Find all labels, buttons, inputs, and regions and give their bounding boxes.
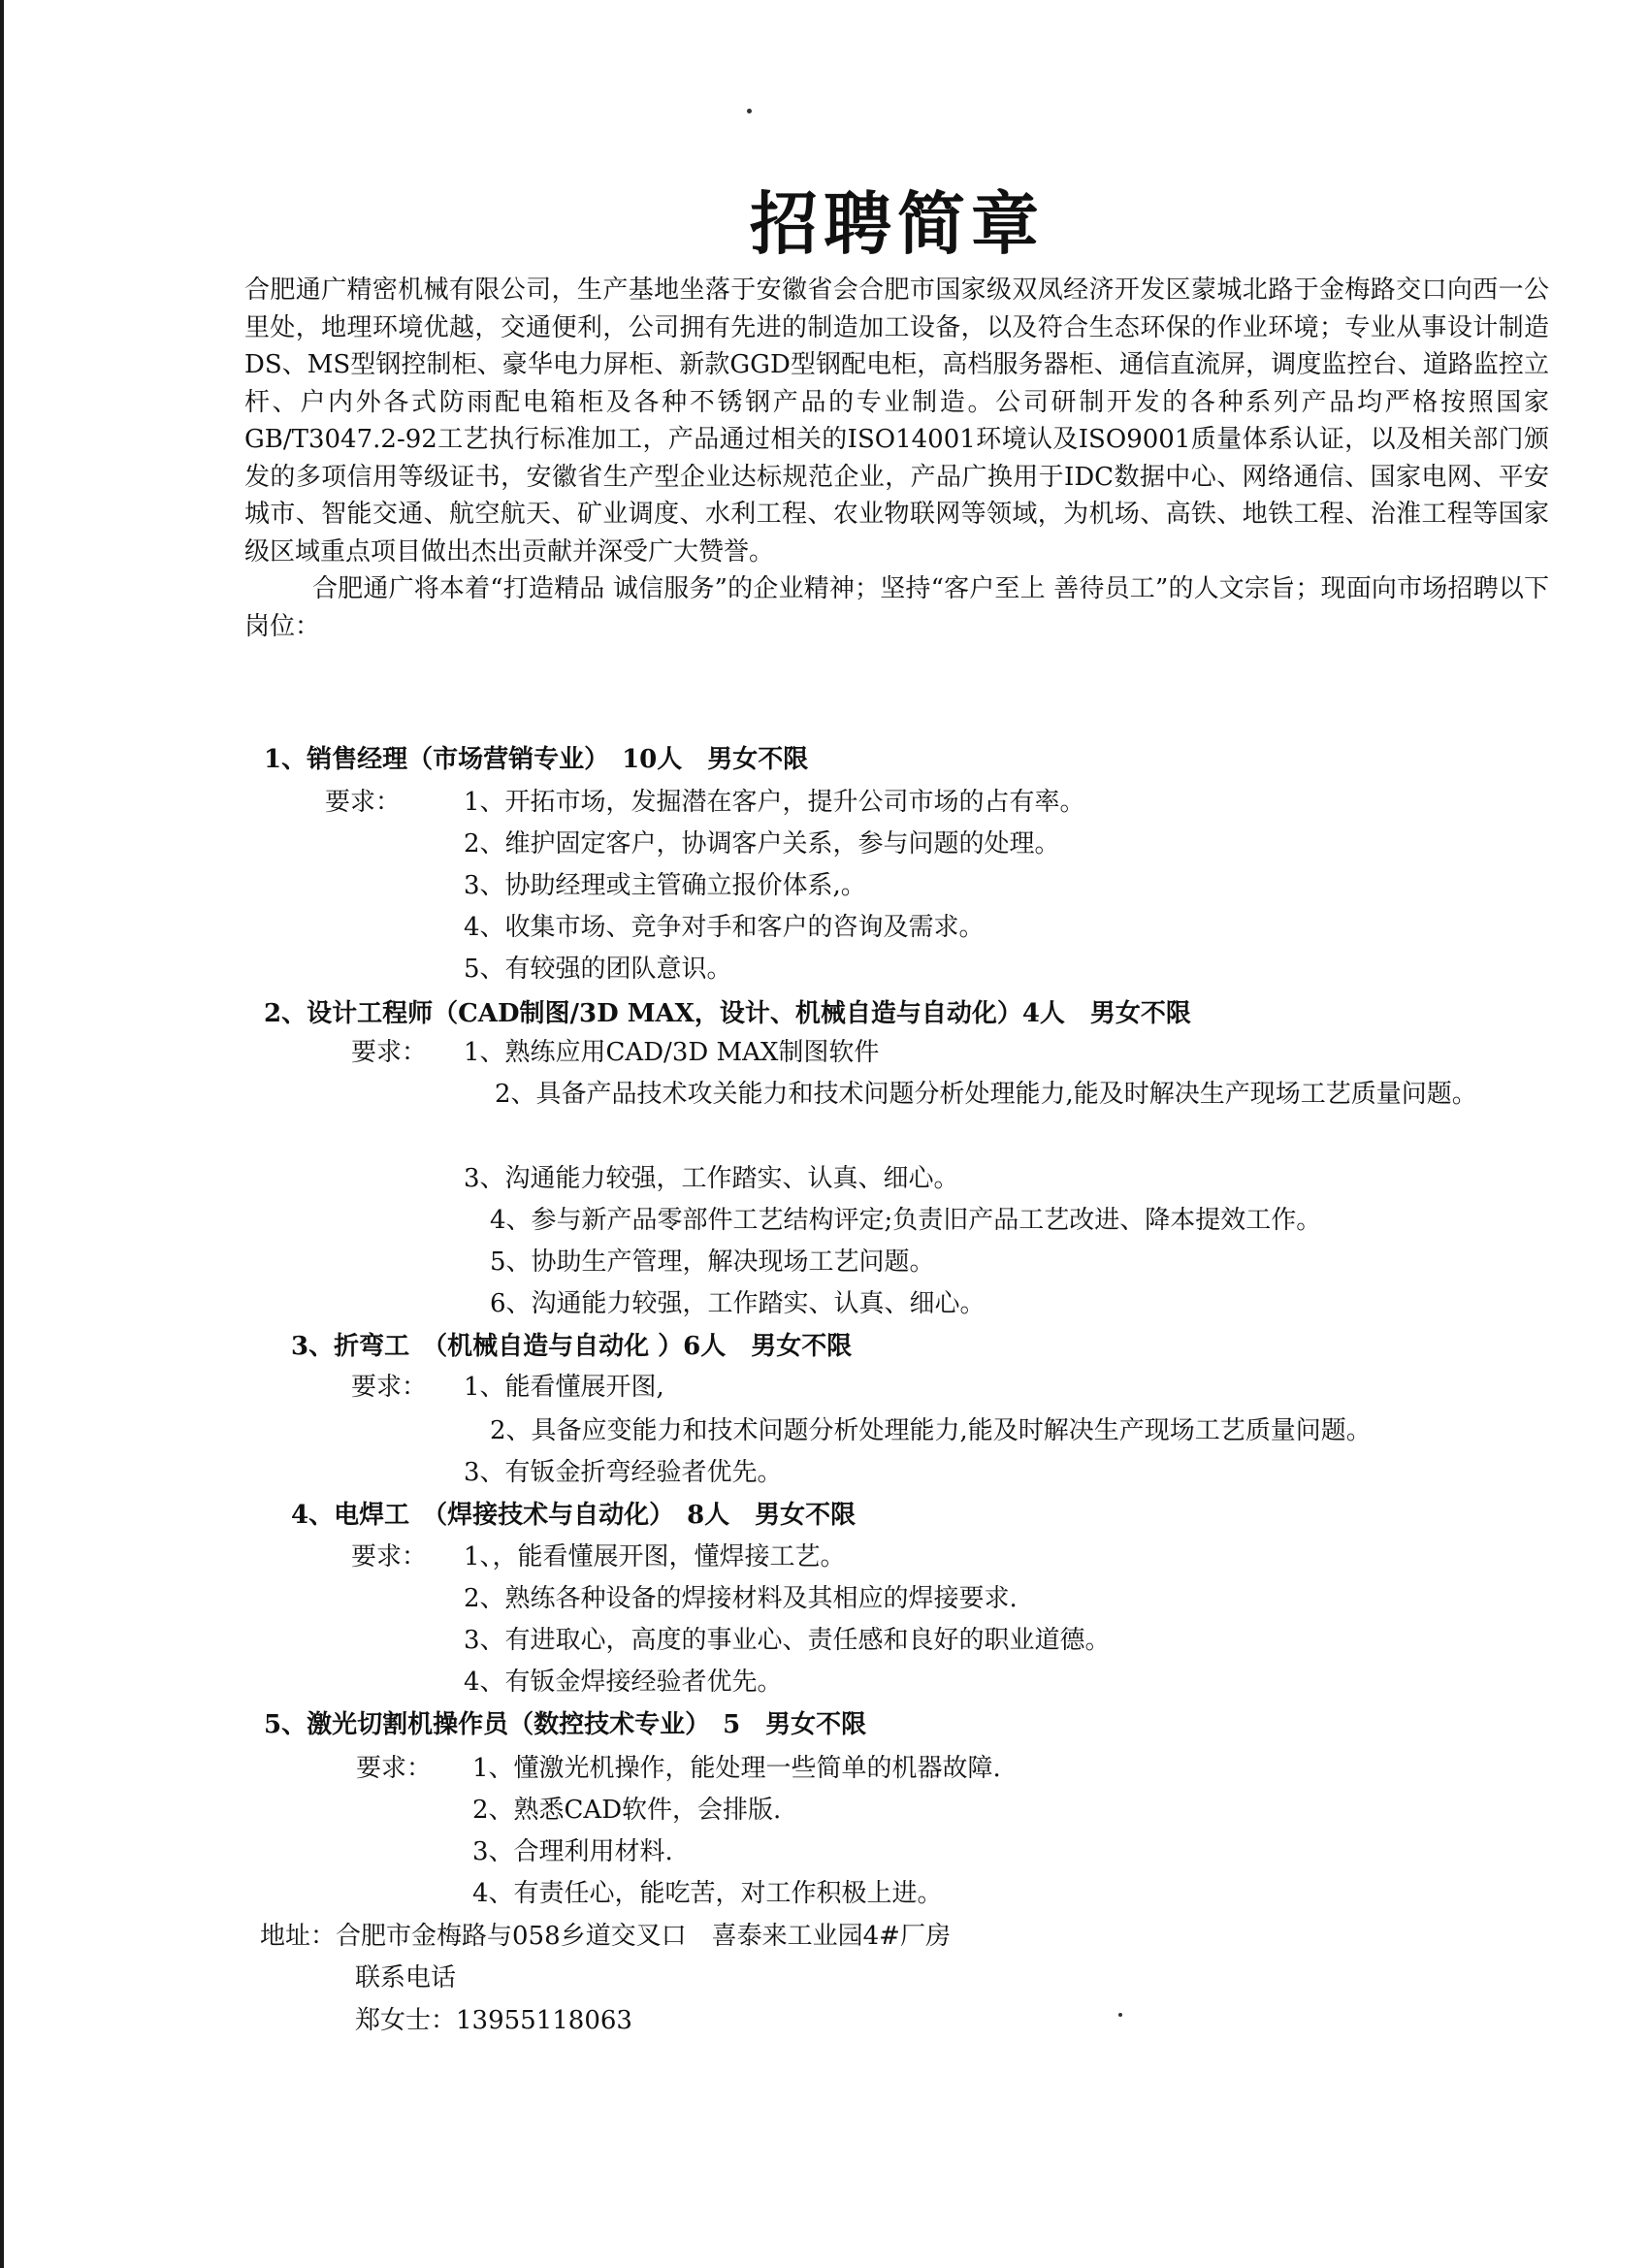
requirement-item: 6、沟通能力较强，工作踏实、认真、细心。: [490, 1289, 986, 1318]
requirement-item: 2、维护固定客户，协调客户关系，参与问题的处理。: [464, 829, 1060, 859]
scan-edge: [0, 0, 4, 2268]
company-address: 地址：合肥市金梅路与058乡道交叉口 喜泰来工业园4#厂房: [260, 1922, 951, 1951]
position-title: 2、设计工程师（CAD制图/3D MAX，设计、机械自造与自动化）4人 男女不限: [264, 999, 1191, 1028]
requirement-item: 2、熟悉CAD软件，会排版.: [472, 1796, 782, 1825]
requirement-item: 1、，能看懂展开图，懂焊接工艺。: [464, 1542, 846, 1571]
position-title: 1、销售经理（市场营销专业） 10人 男女不限: [264, 745, 809, 774]
intro-paragraph: 合肥通广精密机械有限公司，生产基地坐落于安徽省会合肥市国家级双凤经济开发区蒙城北路于金梅路交口向西一公里处，地理环境优越，交通便利，公司拥有先进的制造加工设备，以及符合生态环保的作业环境；专业从事设计制造DS、MS型钢控制柜、豪华电力屏柜、新款GGD型钢配电柜，高档服务器柜、通信直流屏，调度监控台、道路监控立杆、户内外各式防雨配电箱柜及各种不锈钢产品的专业制造。公司研制开发的各种系列产品均严格按照国家GB/T3047.2-92工艺执行标准加工，产品通过相关的ISO14001环境认及ISO9001质量体系认证，以及相关部门颁发的多项信用等级证书，安徽省生产型企业达标规范企业，产品广换用于IDC数据中心、网络通信、国家电网、平安城市、智能交通、航空航天、矿业调度、水利工程、农业物联网等领域，为机场、高铁、地铁工程、治淮工程等国家级区域重点项目做出杰出贡献并深受广大赞誉。: [244, 275, 1549, 567]
requirement-item: 1、懂激光机操作，能处理一些简单的机器故障.: [472, 1754, 1001, 1783]
requirement-item: 4、参与新产品零部件工艺结构评定;负责旧产品工艺改进、降本提效工作。: [490, 1206, 1322, 1235]
scan-speck: [747, 109, 752, 113]
contact-phone-label: 联系电话: [355, 1963, 457, 1993]
requirement-item: 1、能看懂展开图,: [464, 1373, 664, 1402]
requirement-item: 1、熟练应用CAD/3D MAX制图软件: [464, 1038, 880, 1067]
requirement-item: 3、沟通能力较强，工作踏实、认真、细心。: [464, 1164, 959, 1193]
requirement-item: 2、熟练各种设备的焊接材料及其相应的焊接要求.: [464, 1584, 1018, 1613]
requirements-label: 要求：: [325, 788, 402, 817]
requirement-item: 3、合理利用材料.: [472, 1837, 673, 1866]
contact-person: 郑女士：13955118063: [355, 2006, 632, 2035]
requirement-item: 5、有较强的团队意识。: [464, 955, 732, 984]
requirement-item: 4、有责任心，能吃苦，对工作积极上进。: [472, 1879, 943, 1908]
position-title: 5、激光切割机操作员（数控技术专业） 5 男女不限: [264, 1710, 867, 1739]
requirement-item: 2、具备应变能力和技术问题分析处理能力,能及时解决生产现场工艺质量问题。: [490, 1416, 1372, 1445]
company-intro: [244, 272, 1549, 645]
requirements-label: 要求：: [351, 1542, 428, 1571]
intro-paragraph: 合肥通广将本着“打造精品 诚信服务”的企业精神；坚持“客户至上 善待员工”的人文宗旨；现面向市场招聘以下岗位：: [244, 574, 1549, 641]
requirement-item: 2、具备产品技术攻关能力和技术问题分析处理能力,能及时解决生产现场工艺质量问题。: [495, 1080, 1477, 1109]
requirement-item: 3、有钣金折弯经验者优先。: [464, 1458, 783, 1487]
requirement-item: 3、有进取心，高度的事业心、责任感和良好的职业道德。: [464, 1626, 1111, 1655]
page-title: 招聘简章: [750, 184, 1045, 264]
requirements-label: 要求：: [351, 1038, 428, 1067]
requirement-item: 4、有钣金焊接经验者优先。: [464, 1668, 783, 1697]
requirements-label: 要求：: [356, 1754, 433, 1783]
requirement-item: 3、协助经理或主管确立报价体系,。: [464, 871, 866, 900]
requirement-item: 5、协助生产管理，解决现场工艺问题。: [490, 1247, 935, 1277]
requirement-item: 4、收集市场、竞争对手和客户的咨询及需求。: [464, 913, 985, 942]
requirement-item: 1、开拓市场，发掘潜在客户，提升公司市场的占有率。: [464, 788, 1085, 817]
position-title: 4、电焊工 （焊接技术与自动化） 8人 男女不限: [291, 1501, 857, 1530]
scan-speck: [1118, 2013, 1122, 2017]
requirements-label: 要求：: [351, 1373, 428, 1402]
position-title: 3、折弯工 （机械自造与自动化 ）6人 男女不限: [291, 1332, 853, 1361]
